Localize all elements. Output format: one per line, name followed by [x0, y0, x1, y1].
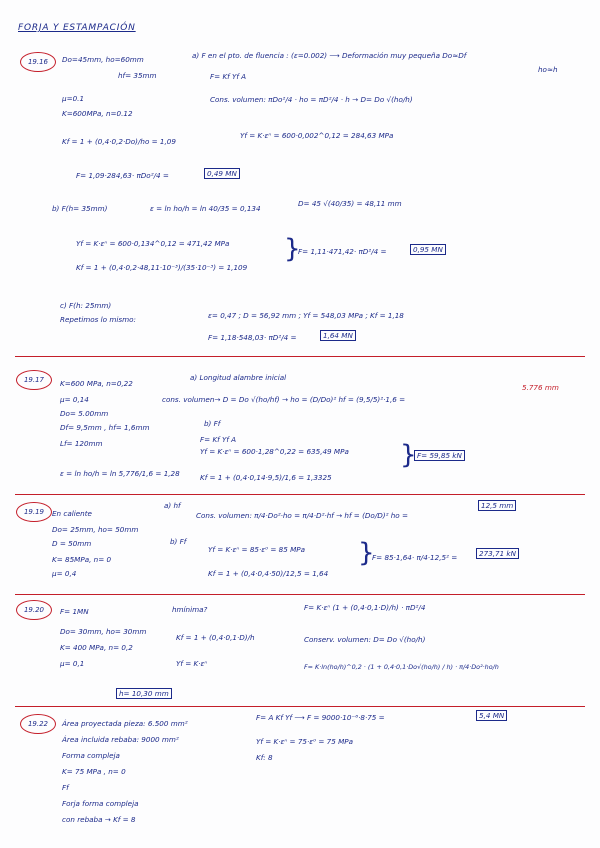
result: 5.776 mm — [522, 383, 559, 392]
given-data: Df= 9,5mm , hf= 1,6mm — [60, 423, 150, 432]
part-b-statement: b) Ff — [204, 419, 221, 428]
section-divider — [15, 494, 585, 495]
given-data: F= 1MN — [60, 607, 89, 616]
equation: Kf: 8 — [256, 753, 273, 762]
equation: Kf = 1 + (0,4·0,2·Do)/ho = 1,09 — [62, 137, 176, 146]
given-data: hf= 35mm — [118, 71, 157, 80]
problem-number: 19.20 — [16, 600, 52, 620]
equation: Yf = K·εⁿ — [176, 659, 208, 668]
section-divider — [15, 356, 585, 357]
question: hmínima? — [172, 605, 208, 614]
part-c-statement: c) F(h: 25mm) — [60, 301, 112, 310]
note: Repetimos lo mismo: — [60, 315, 136, 324]
given-data: K= 75 MPa , n= 0 — [62, 767, 126, 776]
equation: Yf = K·εⁿ = 600·1,28^0,22 = 635,49 MPa — [200, 447, 349, 456]
result-box: h= 10,30 mm — [116, 688, 172, 699]
part-b-statement: b) Ff — [170, 537, 187, 546]
given-data: μ=0.1 — [62, 94, 85, 103]
equation: Kf = 1 + (0,4·0,14·9,5)/1,6 = 1,3325 — [200, 473, 332, 482]
equation: Cons. volumen: πDo²/4 · ho = πD²/4 · h → D= Do √(ho/h) — [210, 95, 413, 104]
section-divider — [15, 706, 585, 707]
equation: F= A Kf Yf ⟶ F = 9000·10⁻⁶·8·75 = — [256, 713, 385, 722]
brace: } — [400, 440, 417, 470]
equation: Kf = 1 + (0,4·0,2·48,11·10⁻³)/(35·10⁻³) = 1,109 — [76, 263, 248, 272]
assumption: ho≈h — [538, 65, 558, 74]
given-data: μ= 0,4 — [52, 569, 77, 578]
result-box: 0,49 MN — [204, 168, 240, 179]
result-box: 1,64 MN — [320, 330, 356, 341]
given-data: Área proyectada pieza: 6.500 mm² — [62, 719, 188, 728]
result-box: 0,95 MN — [410, 244, 446, 255]
equation: F= 1,18·548,03· πD²/4 = — [208, 333, 297, 342]
given-data: K= 85MPa, n= 0 — [52, 555, 112, 564]
given-data: Área incluida rebaba: 9000 mm² — [62, 735, 179, 744]
equation: cons. volumen→ D = Do √(ho/hf) → ho = (D/Do)² hf = (9,5/5)²·1,6 = — [162, 395, 406, 404]
result-box: 5,4 MN — [476, 710, 507, 721]
part-a-statement: a) Longitud alambre inicial — [190, 373, 287, 382]
equation: Conserv. volumen: D= Do √(ho/h) — [304, 635, 426, 644]
equation: Kf = 1 + (0,4·0,1·D)/h — [176, 633, 255, 642]
equation: Yf = K·εⁿ = 600·0,002^0,12 = 284,63 MPa — [240, 131, 394, 140]
given-data: Forma compleja — [62, 751, 120, 760]
given-data: Do= 5.00mm — [60, 409, 109, 418]
given-data: Do=45mm, ho=60mm — [62, 55, 144, 64]
given-data: K=600 MPa, n=0,22 — [60, 379, 133, 388]
equation: ε = ln ho/h = ln 5,776/1,6 = 1,28 — [60, 469, 180, 478]
brace: } — [284, 234, 301, 264]
given-data: Ff — [62, 783, 69, 792]
part-a-statement: a) F en el pto. de fluencia : (ε=0.002) ⟶ Deformación muy pequeña Do≈Df — [192, 51, 467, 60]
given-data: Forja forma compleja — [62, 799, 139, 808]
given-data: K= 400 MPa, n= 0,2 — [60, 643, 133, 652]
given-data: Lf= 120mm — [60, 439, 103, 448]
equation: ε= 0,47 ; D = 56,92 mm ; Yf = 548,03 MPa ; Kf = 1,18 — [208, 311, 404, 320]
problem-number: 19.22 — [20, 714, 56, 734]
result-box: 273,71 kN — [476, 548, 519, 559]
equation: F= K·εⁿ (1 + (0,4·0,1·D)/h) · πD²/4 — [304, 603, 426, 612]
given-data: En caliente — [52, 509, 92, 518]
equation: F= K·ln(ho/h)^0,2 · (1 + 0,4·0,1·Do√(ho/h) / h) · π/4·Do²·ho/h — [304, 663, 499, 671]
part-b-statement: b) F(h= 35mm) — [52, 204, 108, 213]
equation: Kf = 1 + (0,4·0,4·50)/12,5 = 1,64 — [208, 569, 329, 578]
equation: D= 45 √(40/35) = 48,11 mm — [298, 199, 402, 208]
problem-number: 19.16 — [20, 52, 56, 72]
brace: } — [358, 538, 375, 568]
equation: Yf = K·εⁿ = 600·0,134^0,12 = 471,42 MPa — [76, 239, 230, 248]
equation: F= 1,09·284,63· πDo²/4 = — [76, 171, 169, 180]
given-data: Do= 25mm, ho= 50mm — [52, 525, 139, 534]
equation: Cons. volumen: π/4·Do²·ho = π/4·D²·hf → hf = (Do/D)² ho = — [196, 511, 409, 520]
equation: ε = ln ho/h = ln 40/35 = 0,134 — [150, 204, 261, 213]
equation: Yf = K·εⁿ = 85·ε⁰ = 85 MPa — [208, 545, 306, 554]
given-data: μ= 0,1 — [60, 659, 85, 668]
part-a-statement: a) hf — [164, 501, 181, 510]
problem-number: 19.19 — [16, 502, 52, 522]
result-box: F= 59,85 kN — [414, 450, 465, 461]
given-data: con rebaba → Kf = 8 — [62, 815, 136, 824]
equation: F= Kf Yf A — [210, 72, 247, 81]
given-data: Do= 30mm, ho= 30mm — [60, 627, 147, 636]
page-title: FORJA Y ESTAMPACIÓN — [18, 23, 136, 33]
result-box: 12,5 mm — [478, 500, 516, 511]
section-divider — [15, 594, 585, 595]
equation: F= Kf Yf A — [200, 435, 237, 444]
equation: Yf = K·εⁿ = 75·ε⁰ = 75 MPa — [256, 737, 354, 746]
given-data: K=600MPa, n=0.12 — [62, 109, 133, 118]
given-data: D = 50mm — [52, 539, 92, 548]
problem-number: 19.17 — [16, 370, 52, 390]
equation: F= 85·1,64· π/4·12,5² = — [372, 553, 458, 562]
given-data: μ= 0,14 — [60, 395, 89, 404]
equation: F= 1,11·471,42· πD²/4 = — [298, 247, 387, 256]
